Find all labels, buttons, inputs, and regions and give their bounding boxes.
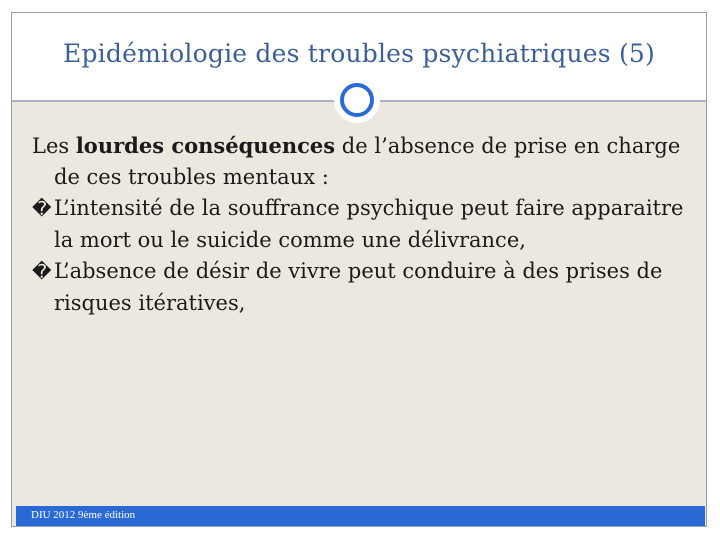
- bullet-text: L’absence de désir de vivre peut conduire à des prises de risques itératives,: [54, 259, 663, 315]
- bullet-item: [32, 193, 697, 256]
- ring-icon: [340, 83, 374, 117]
- intro-emphasis: lourdes conséquences: [75, 133, 336, 158]
- bullet-icon: �: [32, 198, 52, 220]
- intro-rest: de l’absence de prise en charge de ces troubles mentaux :: [54, 134, 681, 189]
- slide-body: [32, 130, 697, 319]
- slide-frame: [11, 12, 707, 527]
- footer-label: DIU 2012 9ème édition: [31, 509, 136, 521]
- bullet-icon: �: [32, 261, 52, 283]
- footer-bar: [16, 506, 705, 526]
- slide-title: Epidémiologie des troubles psychiatriques (5): [63, 39, 655, 68]
- bullet-item: [32, 256, 697, 319]
- intro-lead: Les: [32, 134, 76, 158]
- intro-paragraph: [32, 130, 697, 193]
- bullet-text: L’intensité de la souffrance psychique peut faire apparaitre la mort ou le suicide comme une délivrance,: [54, 196, 684, 252]
